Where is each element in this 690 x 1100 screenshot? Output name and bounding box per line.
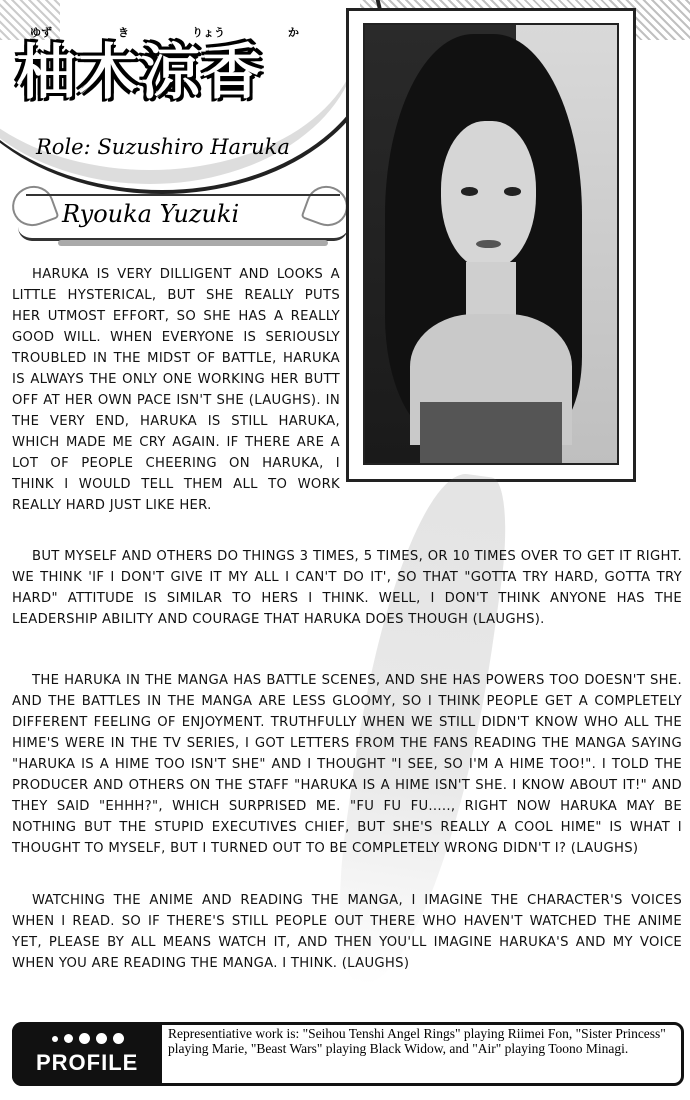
paragraph-4: WATCHING THE ANIME AND READING THE MANGA, I IMAGINE THE CHARACTER'S VOICES WHEN I READ. SO IF THERE'S STILL PEOPLE OUT THERE WHO HAVEN'T WATCHED THE ANIME YET, PLEASE BY ALL MEANS WATCH IT, AND THEN YOU'LL IMAGINE HARUKA'S AND MY VOICE WHEN YOU ARE READING THE MANGA. I THINK. (LAUGHS) <box>12 893 682 971</box>
paragraph-3: THE HARUKA IN THE MANGA HAS BATTLE SCENES, AND SHE HAS POWERS TOO DOESN'T SHE. AND THE BATTLES IN THE MANGA ARE LESS GLOOMY, SO I THINK PEOPLE GET A COMPLETELY DIFFERENT FEELING OF ENJOYMENT. TRUTHFULLY WHEN WE STILL DIDN'T KNOW WHO ALL THE HIME'S WERE IN THE TV SERIES, I GOT LETTERS FROM THE FANS READING THE MANGA SAYING "HARUKA IS A HIME TOO ISN'T SHE" AND I THOUGHT "I SEE, SO I'M A HIME TOO!". I TOLD THE PRODUCER AND OTHERS ON THE STAFF "HARUKA IS A HIME ISN'T SHE. I KNOW ABOUT IT!" AND THEY SAID "EHHH?", WHICH SURPRISED ME. "FU FU FU....., RIGHT NOW HARUKA MAY BE NOTHING BUT THE STUPID EXECUTIVES CHIEF, BUT SHE'S REALLY A COOL HIME" IS WHAT I THOUGHT TO MYSELF, BUT I TURNED OUT TO BE COMPLETELY WRONG DIDN'T I? (LAUGHS) <box>12 673 682 856</box>
ruby-ki: き <box>118 26 129 39</box>
english-name: Ryouka Yuzuki <box>62 200 240 228</box>
ruby-ka: か <box>288 26 299 39</box>
role-caption: Role: Suzushiro Haruka <box>36 135 290 159</box>
paragraph-2: BUT MYSELF AND OTHERS DO THINGS 3 TIMES, 5 TIMES, OR 10 TIMES OVER TO GET IT RIGHT. WE THINK 'IF I DON'T GIVE IT MY ALL I CAN'T DO IT', SO THAT "GOTTA TRY HARD, GOTTA TRY HARD" ATTITUDE IS SIMILAR TO HERS I THINK. WELL, I DON'T THINK ANYONE HAS THE LEADERSHIP ABILITY AND COURAGE THAT HARUKA DOES THOUGH (LAUGHS). <box>12 549 682 627</box>
japanese-name-title: 柚木涼香 <box>16 38 264 108</box>
ruby-yuzu: ゆず <box>30 26 52 39</box>
profile-text: Representiative work is: "Seihou Tenshi Angel Rings" playing Riimei Fon, "Sister Princess" playing Marie, "Beast Wars" playing Black Widow, and "Air" playing Toono Minagi. <box>168 1026 666 1056</box>
profile-dots-icon <box>52 1033 124 1044</box>
portrait-frame <box>346 8 636 482</box>
paragraph-1: HARUKA IS VERY DILLIGENT AND LOOKS A LITTLE HYSTERICAL, BUT SHE REALLY PUTS HER UTMOST EFFORT, SO SHE HAS A REALLY GOOD WILL. WHEN EVERYONE IS SERIOUSLY TROUBLED IN THE MIDST OF BATTLE, HARUKA IS ALWAYS THE ONLY ONE WORKING HER BUTT OFF AT HER OWN PACE ISN'T SHE (LAUGHS). IN THE VERY END, HARUKA IS STILL HARUKA, WHICH MADE ME CRY AGAIN. IF THERE ARE A LOT OF PEOPLE CHEERING ON HARUKA, I THINK I WOULD TELL THEM ALL TO WORK REALLY HARD JUST LIKE HER. <box>12 267 340 513</box>
portrait-photo-icon <box>363 23 619 465</box>
ruby-ryou: りょう <box>192 26 225 39</box>
profile-label: PROFILE <box>36 1050 139 1075</box>
